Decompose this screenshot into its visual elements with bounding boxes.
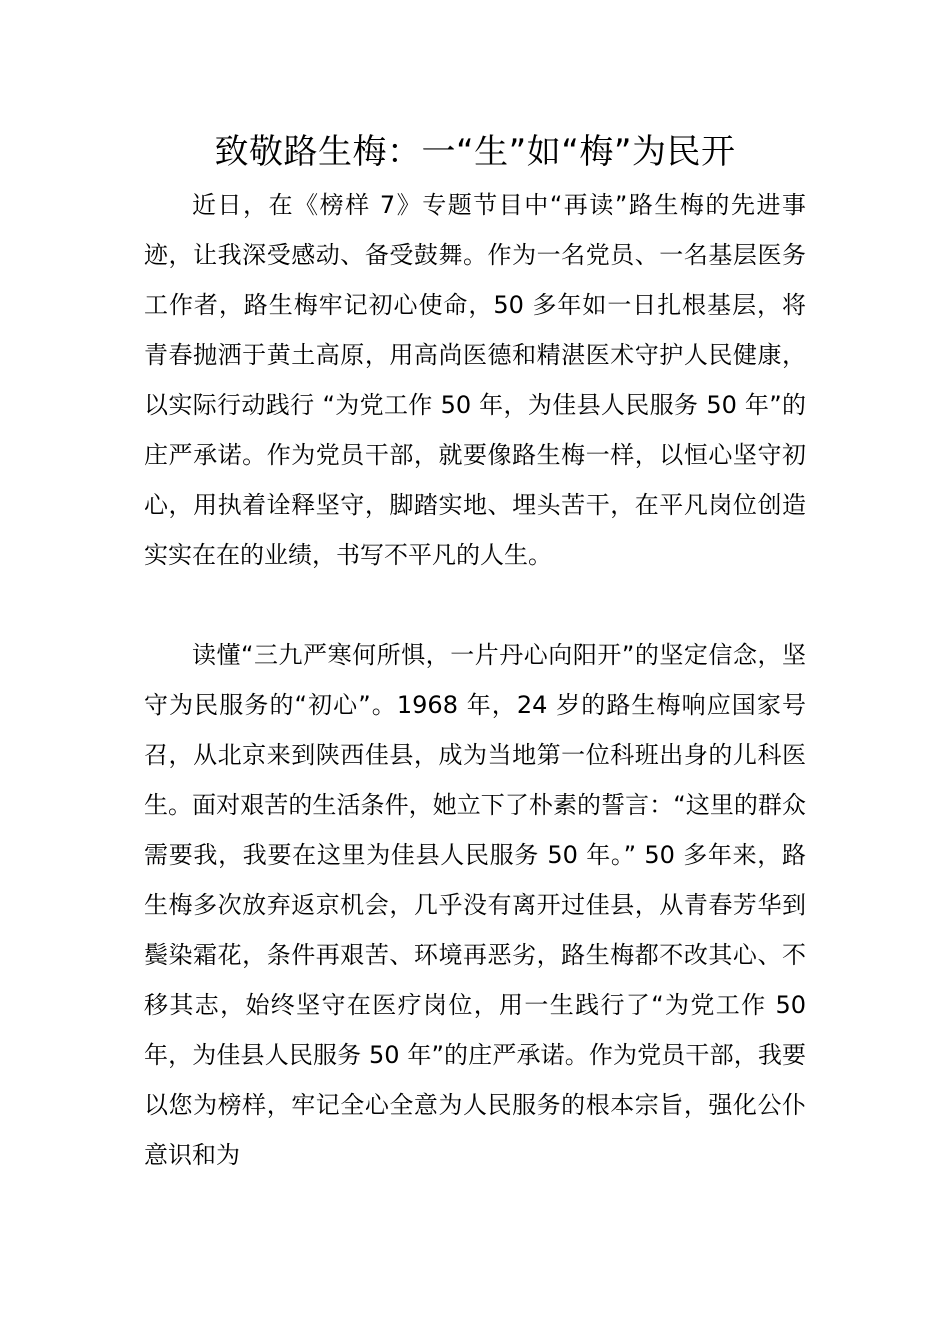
- document-title: 致敬路生梅：一“生”如“梅”为民开: [214, 132, 736, 172]
- document-body: [144, 180, 806, 1180]
- paragraph-1: 近日，在《榜样 7》专题节目中“再读”路生梅的先进事迹，让我深受感动、备受鼓舞。作为一名党员、一名基层医务工作者，路生梅牢记初心使命，50 多年如一日扎根基层，将青春抛洒于黄土高原，用高尚医德和精湛医术守护人民健康，以实际行动践行 “为党工作 50 年，为佳县人民服务 50 年”的庄严承诺。作为党员干部，就要像路生梅一样，以恒心坚守初心，用执着诠释坚守，脚踏实地、埋头苦干，在平凡岗位创造实实在在的业绩，书写不平凡的人生。: [144, 191, 806, 569]
- paragraph-2: 读懂“三九严寒何所惧，一片丹心向阳开”的坚定信念，坚守为民服务的“初心”。1968 年，24 岁的路生梅响应国家号召，从北京来到陕西佳县，成为当地第一位科班出身的儿科医生。面对艰苦的生活条件，她立下了朴素的誓言：“这里的群众需要我，我要在这里为佳县人民服务 50 年。” 50 多年来，路生梅多次放弃返京机会，几乎没有离开过佳县，从青春芳华到鬓染霜花，条件再艰苦、环境再恶劣，路生梅都不改其心、不移其志，始终坚守在医疗岗位，用一生践行了“为党工作 50 年，为佳县人民服务 50 年”的庄严承诺。作为党员干部，我要以您为榜样，牢记全心全意为人民服务的根本宗旨，强化公仆意识和为: [144, 641, 806, 1169]
